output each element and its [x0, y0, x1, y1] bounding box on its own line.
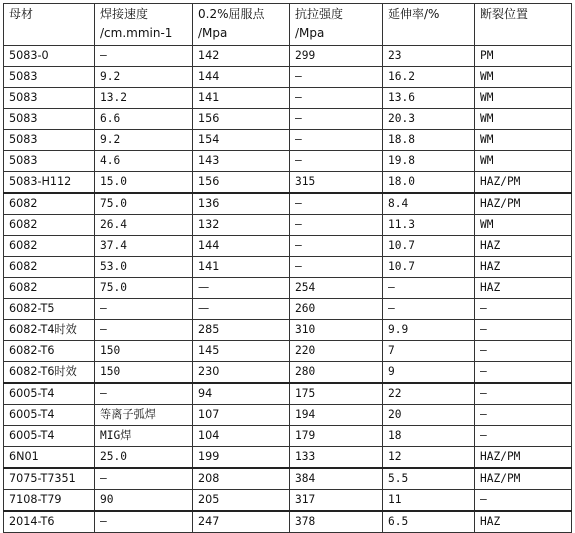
cell-elongation: 5.5	[383, 468, 475, 490]
cell-base-material: 6082	[4, 278, 95, 299]
cell-welding-speed: 9.2	[95, 67, 193, 88]
cell-base-material: 6005-T4	[4, 383, 95, 405]
cell-tensile-strength: —	[290, 215, 383, 236]
cell-yield-point: 205	[193, 490, 290, 512]
cell-welding-speed: —	[95, 320, 193, 341]
cell-yield-point: 104	[193, 426, 290, 447]
table-row	[4, 46, 572, 67]
cell-elongation: —	[383, 278, 475, 299]
cell-welding-speed: 75.0	[95, 193, 193, 215]
table-row	[4, 257, 572, 278]
cell-fracture-location: HAZ	[475, 278, 572, 299]
cell-elongation: 10.7	[383, 257, 475, 278]
cell-tensile-strength: 378	[290, 511, 383, 533]
table-row	[4, 67, 572, 88]
cell-welding-speed: —	[95, 511, 193, 533]
cell-elongation: 18	[383, 426, 475, 447]
cell-tensile-strength: 317	[290, 490, 383, 512]
cell-tensile-strength: —	[290, 130, 383, 151]
cell-base-material: 6005-T4	[4, 405, 95, 426]
cell-tensile-strength: —	[290, 257, 383, 278]
cell-tensile-strength: —	[290, 109, 383, 130]
cell-tensile-strength: 299	[290, 46, 383, 67]
cell-tensile-strength: 133	[290, 447, 383, 469]
cell-base-material: 6082	[4, 257, 95, 278]
cell-yield-point: 247	[193, 511, 290, 533]
table-row	[4, 383, 572, 405]
cell-elongation: 12	[383, 447, 475, 469]
table-row	[4, 278, 572, 299]
cell-elongation: 11	[383, 490, 475, 512]
cell-welding-speed: 25.0	[95, 447, 193, 469]
table-row	[4, 151, 572, 172]
cell-base-material: 6N01	[4, 447, 95, 469]
cell-base-material: 6082-T6	[4, 341, 95, 362]
cell-welding-speed: 150	[95, 341, 193, 362]
cell-tensile-strength: 384	[290, 468, 383, 490]
cell-fracture-location: —	[475, 299, 572, 320]
cell-yield-point: —	[193, 299, 290, 320]
cell-fracture-location: —	[475, 341, 572, 362]
cell-fracture-location: WM	[475, 151, 572, 172]
cell-tensile-strength: 315	[290, 172, 383, 194]
cell-base-material: 6082-T4时效	[4, 320, 95, 341]
table-row	[4, 490, 572, 512]
cell-yield-point: 156	[193, 172, 290, 194]
cell-tensile-strength: —	[290, 193, 383, 215]
cell-welding-speed: —	[95, 46, 193, 67]
table-row	[4, 109, 572, 130]
cell-base-material: 5083	[4, 67, 95, 88]
cell-elongation: —	[383, 299, 475, 320]
cell-yield-point: 156	[193, 109, 290, 130]
cell-elongation: 18.8	[383, 130, 475, 151]
cell-fracture-location: —	[475, 383, 572, 405]
header-welding-speed: 焊接速度 /cm.mmin-1	[95, 4, 193, 46]
cell-elongation: 19.8	[383, 151, 475, 172]
cell-elongation: 8.4	[383, 193, 475, 215]
cell-fracture-location: —	[475, 426, 572, 447]
cell-fracture-location: —	[475, 362, 572, 384]
table-row	[4, 468, 572, 490]
cell-welding-speed: 150	[95, 362, 193, 384]
cell-yield-point: —	[193, 278, 290, 299]
cell-elongation: 18.0	[383, 172, 475, 194]
cell-fracture-location: —	[475, 405, 572, 426]
cell-base-material: 7108-T79	[4, 490, 95, 512]
cell-welding-speed: 53.0	[95, 257, 193, 278]
cell-welding-speed: 75.0	[95, 278, 193, 299]
cell-yield-point: 143	[193, 151, 290, 172]
cell-fracture-location: HAZ	[475, 236, 572, 257]
table-row	[4, 236, 572, 257]
cell-yield-point: 154	[193, 130, 290, 151]
header-tensile-strength: 抗拉强度 /Mpa	[290, 4, 383, 46]
cell-tensile-strength: —	[290, 151, 383, 172]
cell-yield-point: 144	[193, 236, 290, 257]
cell-elongation: 23	[383, 46, 475, 67]
cell-fracture-location: WM	[475, 130, 572, 151]
cell-yield-point: 136	[193, 193, 290, 215]
weld-properties-table	[3, 3, 572, 533]
cell-welding-speed: 26.4	[95, 215, 193, 236]
cell-tensile-strength: 175	[290, 383, 383, 405]
header-fracture-location: 断裂位置	[475, 4, 572, 46]
cell-base-material: 6082	[4, 215, 95, 236]
cell-fracture-location: WM	[475, 67, 572, 88]
cell-fracture-location: —	[475, 490, 572, 512]
cell-fracture-location: HAZ/PM	[475, 468, 572, 490]
cell-base-material: 6082-T6时效	[4, 362, 95, 384]
cell-elongation: 9.9	[383, 320, 475, 341]
cell-fracture-location: WM	[475, 88, 572, 109]
cell-fracture-location: HAZ/PM	[475, 447, 572, 469]
cell-base-material: 5083	[4, 88, 95, 109]
table-row	[4, 320, 572, 341]
cell-elongation: 10.7	[383, 236, 475, 257]
cell-welding-speed: MIG焊	[95, 426, 193, 447]
cell-elongation: 11.3	[383, 215, 475, 236]
cell-yield-point: 142	[193, 46, 290, 67]
table-row	[4, 447, 572, 469]
table-row	[4, 130, 572, 151]
cell-base-material: 7075-T7351	[4, 468, 95, 490]
cell-base-material: 6082-T5	[4, 299, 95, 320]
cell-welding-speed: 37.4	[95, 236, 193, 257]
cell-base-material: 6005-T4	[4, 426, 95, 447]
table-row	[4, 88, 572, 109]
cell-welding-speed: —	[95, 468, 193, 490]
cell-fracture-location: HAZ/PM	[475, 193, 572, 215]
cell-yield-point: 141	[193, 257, 290, 278]
cell-elongation: 20.3	[383, 109, 475, 130]
cell-elongation: 13.6	[383, 88, 475, 109]
cell-yield-point: 132	[193, 215, 290, 236]
cell-welding-speed: 4.6	[95, 151, 193, 172]
cell-fracture-location: HAZ	[475, 257, 572, 278]
cell-fracture-location: HAZ/PM	[475, 172, 572, 194]
header-row	[4, 4, 572, 46]
cell-elongation: 16.2	[383, 67, 475, 88]
cell-yield-point: 285	[193, 320, 290, 341]
cell-tensile-strength: 194	[290, 405, 383, 426]
cell-tensile-strength: 310	[290, 320, 383, 341]
cell-tensile-strength: —	[290, 236, 383, 257]
cell-welding-speed: —	[95, 383, 193, 405]
header-yield-point: 0.2%屈服点 /Mpa	[193, 4, 290, 46]
cell-welding-speed: 15.0	[95, 172, 193, 194]
table-row	[4, 299, 572, 320]
cell-welding-speed: —	[95, 299, 193, 320]
cell-welding-speed: 6.6	[95, 109, 193, 130]
cell-tensile-strength: —	[290, 88, 383, 109]
cell-elongation: 20	[383, 405, 475, 426]
cell-tensile-strength: 280	[290, 362, 383, 384]
cell-welding-speed: 90	[95, 490, 193, 512]
table-row	[4, 215, 572, 236]
header-base-material: 母材	[4, 4, 95, 46]
cell-tensile-strength: 260	[290, 299, 383, 320]
cell-base-material: 5083	[4, 151, 95, 172]
cell-welding-speed: 9.2	[95, 130, 193, 151]
cell-fracture-location: WM	[475, 215, 572, 236]
cell-base-material: 5083-0	[4, 46, 95, 67]
cell-tensile-strength: 254	[290, 278, 383, 299]
cell-yield-point: 208	[193, 468, 290, 490]
cell-base-material: 2014-T6	[4, 511, 95, 533]
cell-elongation: 22	[383, 383, 475, 405]
cell-fracture-location: —	[475, 320, 572, 341]
table-row	[4, 172, 572, 194]
cell-elongation: 6.5	[383, 511, 475, 533]
cell-base-material: 5083	[4, 130, 95, 151]
table-row	[4, 426, 572, 447]
cell-base-material: 6082	[4, 236, 95, 257]
cell-fracture-location: PM	[475, 46, 572, 67]
cell-welding-speed: 等离子弧焊	[95, 405, 193, 426]
cell-elongation: 7	[383, 341, 475, 362]
cell-yield-point: 144	[193, 67, 290, 88]
cell-yield-point: 145	[193, 341, 290, 362]
cell-base-material: 5083	[4, 109, 95, 130]
cell-yield-point: 230	[193, 362, 290, 384]
cell-tensile-strength: 179	[290, 426, 383, 447]
cell-welding-speed: 13.2	[95, 88, 193, 109]
cell-yield-point: 94	[193, 383, 290, 405]
cell-yield-point: 141	[193, 88, 290, 109]
cell-tensile-strength: —	[290, 67, 383, 88]
cell-fracture-location: WM	[475, 109, 572, 130]
cell-tensile-strength: 220	[290, 341, 383, 362]
cell-elongation: 9	[383, 362, 475, 384]
cell-yield-point: 199	[193, 447, 290, 469]
cell-yield-point: 107	[193, 405, 290, 426]
cell-base-material: 6082	[4, 193, 95, 215]
cell-base-material: 5083-H112	[4, 172, 95, 194]
table-row	[4, 341, 572, 362]
table-row	[4, 405, 572, 426]
table-row	[4, 362, 572, 384]
table-row	[4, 193, 572, 215]
cell-fracture-location: HAZ	[475, 511, 572, 533]
header-elongation: 延伸率/%	[383, 4, 475, 46]
table-row	[4, 511, 572, 533]
